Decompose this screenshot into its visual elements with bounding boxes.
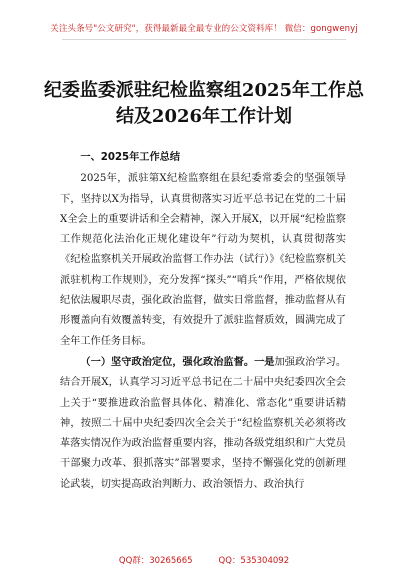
footer-qq: QQ：535304092 [218, 556, 290, 566]
title-line-2: 结及2026年工作计划 [115, 106, 293, 127]
title-line-1: 纪委监委派驻纪检监察组2025年工作总 [43, 80, 365, 101]
document-body [60, 148, 346, 495]
point-marker: 一是 [254, 355, 275, 368]
section-heading: 一、2025年工作总结 [80, 152, 181, 163]
document-title [40, 78, 368, 130]
subsection-heading: （一）坚守政治定位，强化政治监督。 [80, 355, 255, 368]
header-divider [62, 39, 346, 40]
intro-paragraph: 2025年，派驻第X纪检监察组在县纪委常委会的坚强领导下，坚持以X为指导，认真贯彻落实习近平总书记在党的二十届X全会上的重要讲话和全会精神，深入开展X，以开展“纪检监察工作规范化法治化正规化建设年”行动为契机，认真贯彻落实《纪检监察机关开展政治监督工作办法（试行）》《纪检监察机关派驻机构工作规则》，充分发挥“探头”“哨兵”作用，严格依规依纪依法履职尽责，强化政治监督，做实日常监督，推动监督从有形覆盖向有效覆盖转变，有效提升了派驻监督质效，圆满完成了全年工作任务目标。 [60, 173, 346, 347]
footer [0, 554, 408, 566]
subsection-paragraph [60, 352, 346, 495]
point-title: 加强政治学习。 [274, 356, 347, 368]
header-note: 关注头条号"公文研究"，获得最新最全最专业的公文资料库！ 微信：gongwenyj [50, 24, 358, 34]
footer-qq-group: QQ群：30265665 [118, 556, 193, 566]
subsection-body: 结合开展X，认真学习习近平总书记在二十届中央纪委四次全会上关于“要推进政治监督具体化、精准化、常态化”重要讲话精神，按照二十届中央纪委四次全会关于“纪检监察机关必须将改革落实情况作为政治监督重要内容，推动各级党组织和广大党员干部聚力改革、狠抓落实”部署要求，坚持不懈强化党的创新理论武装，切实提高政治判断力、政治领悟力、政治执行 [60, 377, 346, 490]
